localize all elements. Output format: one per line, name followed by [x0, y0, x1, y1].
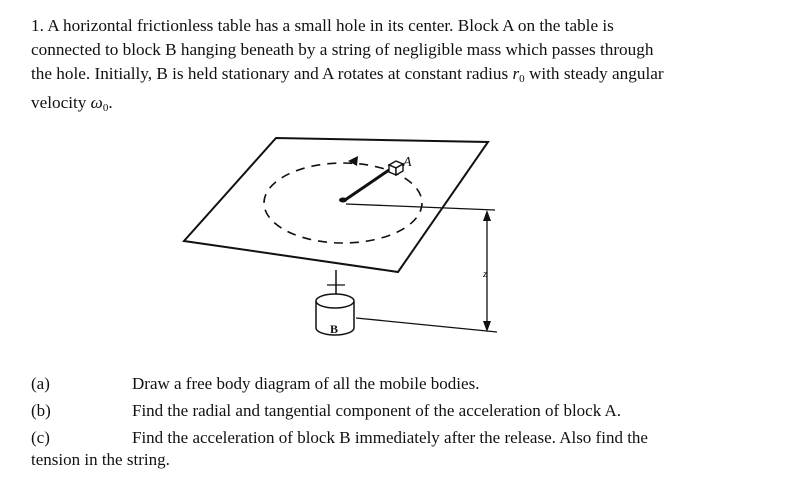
part-b-text: Find the radial and tangential component of the acceleration of block A. [132, 401, 622, 420]
part-c [31, 426, 751, 469]
part-c-tail: tension in the string. [31, 450, 170, 469]
reference-line-bottom [356, 318, 497, 332]
problem-text-4a: velocity [31, 93, 91, 112]
table-surface [184, 138, 488, 272]
part-a [31, 372, 751, 399]
problem-text-4b: . [108, 93, 113, 112]
label-a: A [403, 155, 412, 170]
problem-text-3b: with steady angular [524, 64, 664, 83]
part-b-label: (b) [31, 401, 51, 420]
omega-symbol: ω [90, 93, 103, 112]
radius-symbol: r [512, 64, 520, 83]
part-b [31, 399, 751, 426]
label-b: B [330, 322, 339, 336]
question-parts [31, 372, 751, 469]
part-c-label: (c) [31, 428, 50, 447]
direction-arrow [348, 156, 358, 166]
problem-text-3a: the hole. Initially, B is held stationary and A rotates at constant radius [31, 64, 513, 83]
radius-string [345, 168, 392, 200]
problem-number: 1. [31, 16, 44, 35]
part-a-text: Draw a free body diagram of all the mobile bodies. [132, 374, 480, 393]
problem-text-1: A horizontal frictionless table has a small hole in its center. Block A on the table is [47, 16, 614, 35]
part-a-label: (a) [31, 374, 50, 393]
radius-subscript: 0 [519, 73, 525, 85]
label-z: z [483, 268, 488, 280]
table-hole [339, 198, 347, 203]
circular-path [264, 163, 422, 243]
problem-line-2: connected to block B hanging beneath by a string of negligible mass which passes through [31, 40, 654, 59]
block-a [389, 161, 403, 175]
dimension-arrow-top [483, 210, 491, 221]
part-c-text: Find the acceleration of block B immediately after the release. Also find the [132, 428, 648, 447]
omega-subscript: 0 [102, 102, 109, 114]
